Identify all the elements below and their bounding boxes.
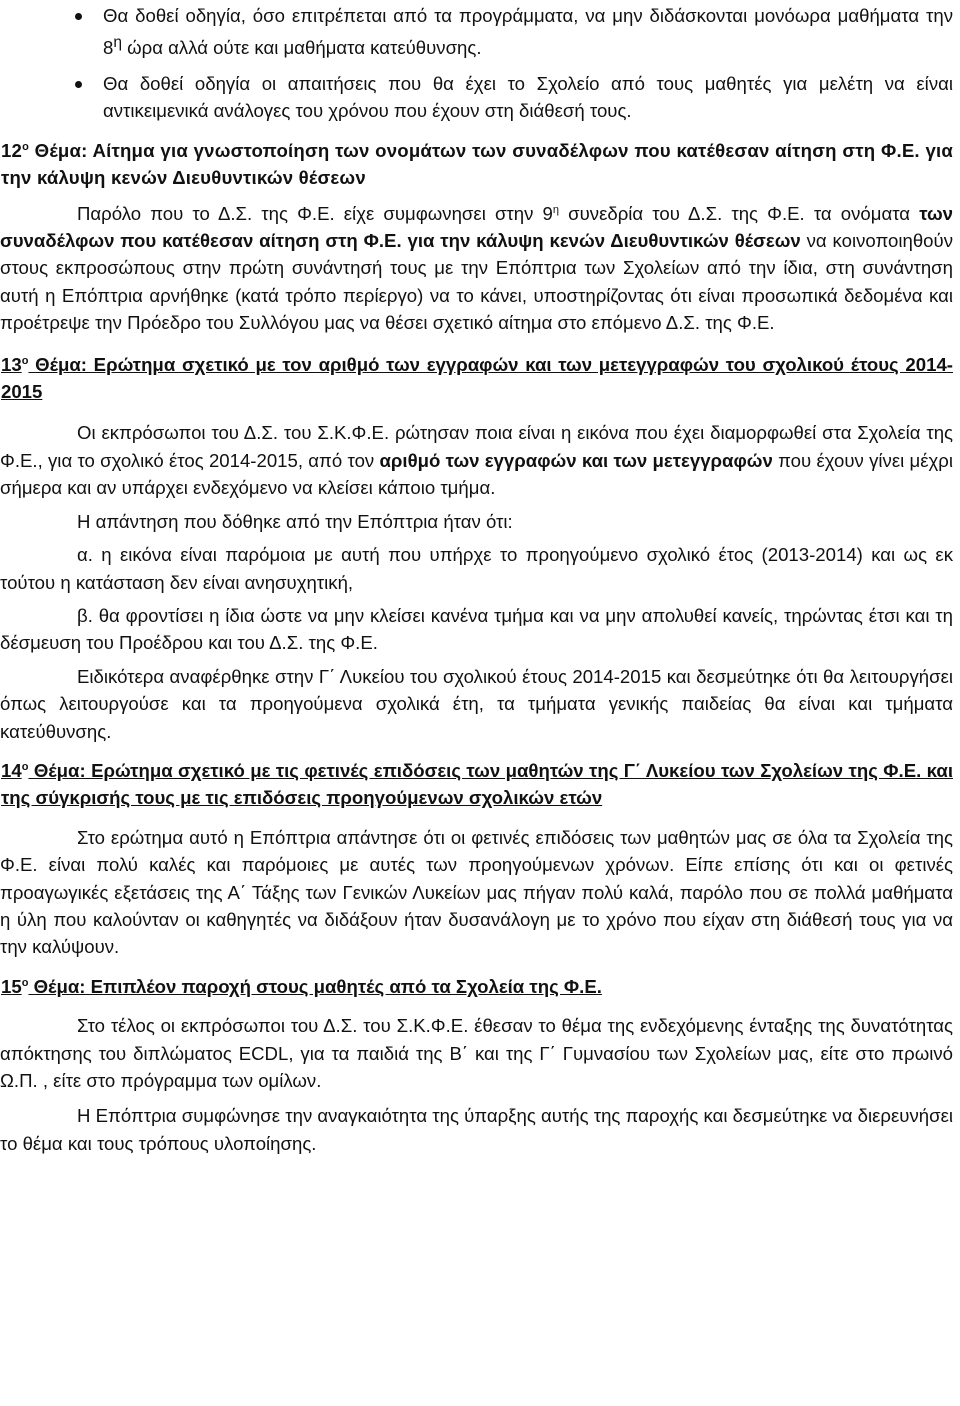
topic-14-body: Στο ερώτημα αυτό η Επόπτρια απάντησε ότι οι φετινές επιδόσεις των μαθητών μας σε όλα τα Σχολεία της Φ.Ε. είναι πολύ καλές και παρόμοιες με αυτές των προηγούμενων χρόνων. Είπε επίσης ότι και οι φετινές προαγωγικές εξετάσεις της Α΄ Τάξης των Γενικών Λυκείων μας πήγαν πολύ καλά, παρόλο που σε πολλά μαθήματα η ύλη που καλούνταν οι καθηγητές να διδάξουν ήταν δυσανάλογη με το χρόνο που είχαν στη διάθεσή τους για να την καλύψουν.: [0, 826, 953, 958]
topic-13-answer-intro: Η απάντηση που δόθηκε από την Επόπτρια ήταν ότι:: [77, 510, 513, 532]
topic-12-heading: $12^o$ Θέμα: Αίτημα για γνωστοποίηση των ονομάτων των συναδέλφων που κατέθεσαν αίτηση στη Φ.Ε. για την κάλυψη κενών Διευθυντικών θέσεων: [1, 139, 953, 189]
list-item: Θα δοθεί οδηγία, όσο επιτρέπεται από τα προγράμματα, να μην διδάσκονται μονόωρα μαθήματα την $8^\eta$ ώρα αλλά ούτε και μαθήματα κατεύθυνσης.: [0, 2, 953, 62]
bullet-icon: [75, 13, 82, 20]
topic-12-body: Παρόλο που το Δ.Σ. της Φ.Ε. είχε συμφωνησει στην $9^\eta$ συνεδρία του Δ.Σ. της Φ.Ε. τα ονόματα των συναδέλφων που κατέθεσαν αίτηση στη Φ.Ε. για την κάλυψη κενών Διευθυντικών θέσεων να κοινοποιηθούν στους εκπροσώπους στην πρώτη συνάντησή τους με την Επόπτρια των Σχολείων από την ίδια, στη συνάντηση αυτή η Επόπτρια αρνήθηκε (κατά τρόπο περίεργο) να το κάνει, υποστηρίζοντας ότι είναι προσωπικά δεδομένα και προέτρεψε την Πρόεδρο του Συλλόγου μας να θέσει σχετικό αίτημα στο επόμενο Δ.Σ. της Φ.Ε.: [0, 202, 954, 334]
topic-13-answer-b: β. θα φροντίσει η ίδια ώστε να μην κλείσει κανένα τμήμα και να μην απολυθεί κανείς, τηρώντας έτσι και τη δέσμευση του Προέδρου και του Δ.Σ. της Φ.Ε.: [0, 604, 953, 654]
topic-13-heading: $13^o$ Θέμα: Ερώτημα σχετικό με τον αριθμό των εγγραφών και των μετεγγραφών του σχολικού έτους 2014-2015: [1, 353, 953, 403]
topic-15-body: Στο τέλος οι εκπρόσωποι του Δ.Σ. του Σ.Κ.Φ.Ε. έθεσαν το θέμα της ενδεχόμενης ένταξης της δυνατότητας απόκτησης του διπλώματος ECDL, για τα παιδιά της Β΄ και της Γ΄ Γυμνασίου των Σχολείων μας, είτε στο πρωινό Ω.Π. , είτε στο πρόγραμμα των ομίλων.: [0, 1015, 953, 1091]
topic-14-heading: $14^o$ Θέμα: Ερώτημα σχετικό με τις φετινές επιδόσεις των μαθητών της Γ΄ Λυκείου των Σχολείων της Φ.Ε. και της σύγκρισής τους με τις επιδόσεις προηγούμενων σχολικών ετών: [1, 759, 953, 809]
topic-13-answer-detail: Ειδικότερα αναφέρθηκε στην Γ΄ Λυκείου του σχολικού έτους 2014-2015 και δεσμεύτηκε ότι θα λειτουργήσει όπως λειτουργούσε και τα προηγούμενα σχολικά έτη, τα τμήματα γενικής παιδείας θα είναι και τμήματα κατεύθυνσης.: [0, 665, 953, 742]
topic-15-closing: Η Επόπτρια συμφώνησε την αναγκαιότητα της ύπαρξης αυτής της παροχής και δεσμεύτηκε να διερευνήσει το θέμα και τους τρόπους υλοποίησης.: [0, 1105, 953, 1154]
bullet-icon: [75, 81, 82, 88]
topic-15-heading: $15^o$ Θέμα: Επιπλέον παροχή στους μαθητές από τα Σχολεία της Φ.Ε.: [1, 975, 602, 997]
topic-13-body: Οι εκπρόσωποι του Δ.Σ. του Σ.Κ.Φ.Ε. ρώτησαν ποια είναι η εικόνα που έχει διαμορφωθεί στα Σχολεία της Φ.Ε., για το σχολικό έτος 2014-2015, από τον αριθμό των εγγραφών και των μετεγγραφών που έχουν γίνει μέχρι σήμερα και αν υπάρχει ενδεχόμενο να κλείσει κάποιο τμήμα.: [0, 422, 953, 499]
bullet-list: [0, 0, 953, 125]
topic-13-answer-a: α. η εικόνα είναι παρόμοια με αυτή που υπήρχε το προηγούμενο σχολικό έτος (2013-2014) και ως εκ τούτου η κατάσταση δεν είναι ανησυχητική,: [0, 544, 953, 593]
list-item: Θα δοθεί οδηγία οι απαιτήσεις που θα έχει το Σχολείο από τους μαθητές για μελέτη να είναι αντικειμενικά ανάλογες του χρόνου που έχουν στη διάθεσή τους.: [0, 70, 953, 125]
